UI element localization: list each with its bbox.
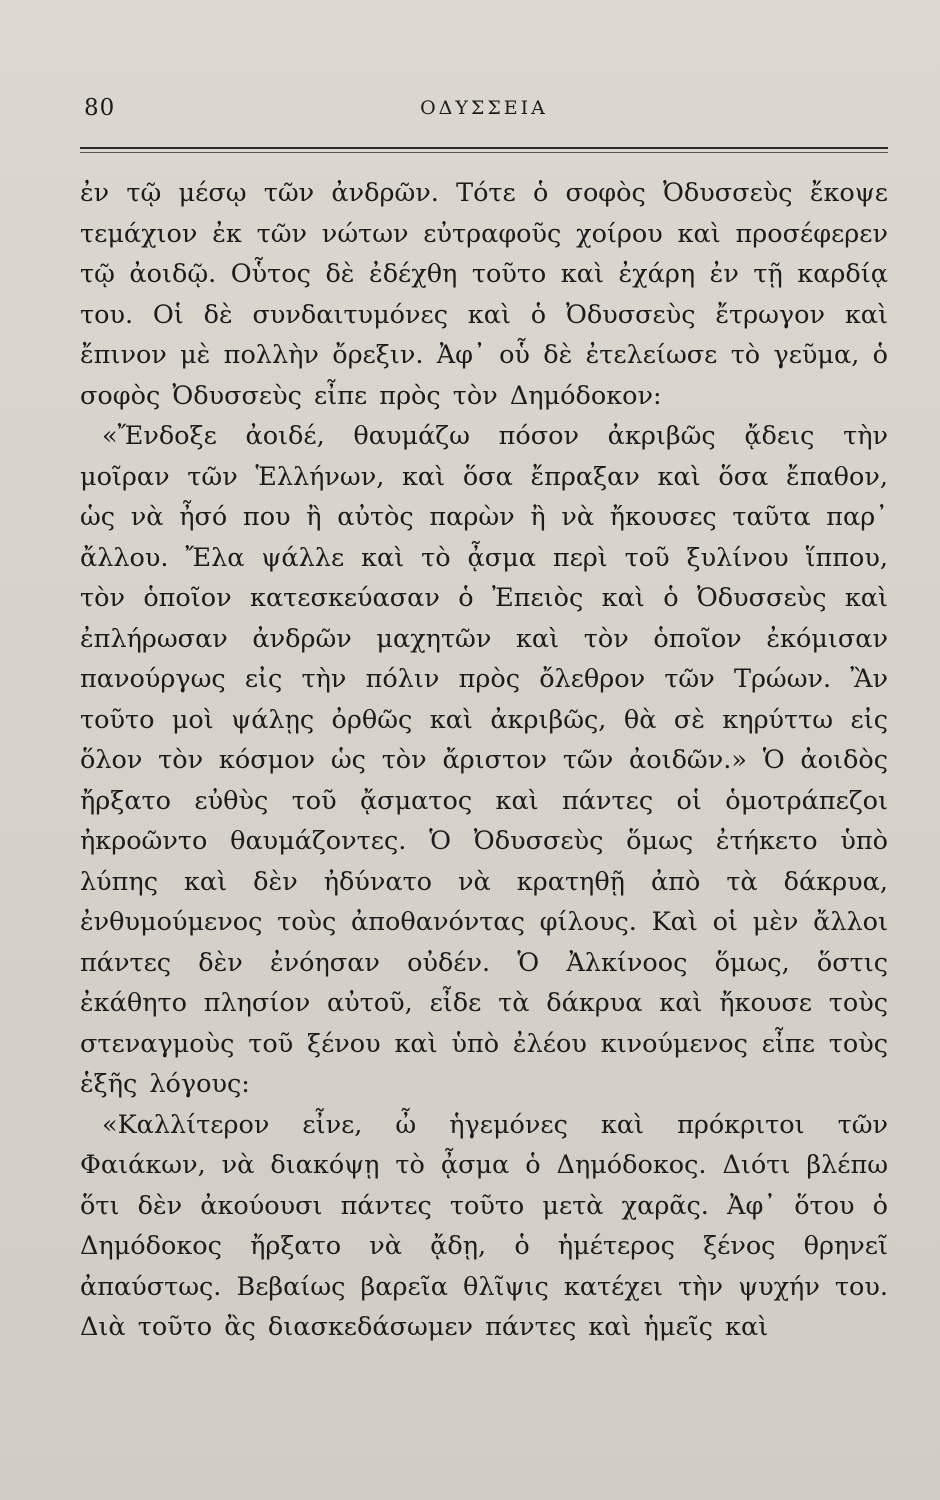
paragraph: «Καλλίτερον εἶνε, ὦ ἡγεμόνες καὶ πρόκριτοι τῶν Φαιάκων, νὰ διακόψῃ τὸ ᾆσμα ὁ Δημόδοκος. Διότι βλέπω ὅτι δὲν ἀκούουσι πάντες τοῦτο μετὰ χαρᾶς. Ἀφ᾽ ὅτου ὁ Δημόδοκος ἤρξατο νὰ ᾄδῃ, ὁ ἡμέτερος ξένος θρηνεῖ ἀπαύστως. Βεβαίως βαρεῖα θλῖψις κατέχει τὴν ψυχήν του. Διὰ τοῦτο ἂς διασκεδάσωμεν πάντες καὶ ἡμεῖς καὶ (80, 1109, 888, 1342)
header-rule (80, 147, 888, 149)
running-title: ΟΔΥΣΣΕΙΑ (420, 97, 548, 119)
page-number: 80 (84, 95, 116, 121)
running-head (80, 95, 888, 135)
paragraph: ἐν τῷ μέσῳ τῶν ἀνδρῶν. Τότε ὁ σοφὸς Ὀδυσσεὺς ἔκοψε τεμάχιον ἐκ τῶν νώτων εὐτραφοῦς χοίρου καὶ προσέφερεν τῷ ἀοιδῷ. Οὗτος δὲ ἐδέχθη τοῦτο καὶ ἐχάρη ἐν τῇ καρδίᾳ του. Οἱ δὲ συνδαιτυμόνες καὶ ὁ Ὀδυσσεὺς ἔτρωγον καὶ ἔπινον μὲ πολλὴν ὄρεξιν. Ἀφ᾽ οὗ δὲ ἐτελείωσε τὸ γεῦμα, ὁ σοφὸς Ὀδυσσεὺς εἶπε πρὸς τὸν Δημόδοκον: (80, 178, 888, 411)
body-text (80, 173, 888, 1348)
paragraph: «Ἔνδοξε ἀοιδέ, θαυμάζω πόσον ἀκριβῶς ᾄδεις τὴν μοῖραν τῶν Ἑλλήνων, καὶ ὅσα ἔπραξαν καὶ ὅσα ἔπαθον, ὡς νὰ ἦσό που ἢ αὐτὸς παρὼν ἢ νὰ ἤκουσες ταῦτα παρ᾽ ἄλλου. Ἔλα ψάλλε καὶ τὸ ᾆσμα περὶ τοῦ ξυλίνου ἵππου, τὸν ὁποῖον κατεσκεύασαν ὁ Ἐπειὸς καὶ ὁ Ὀδυσσεὺς καὶ ἐπλήρωσαν ἀνδρῶν μαχητῶν καὶ τὸν ὁποῖον ἐκόμισαν πανούργως εἰς τὴν πόλιν πρὸς ὄλεθρον τῶν Τρώων. Ἂν τοῦτο μοὶ ψάλῃς ὀρθῶς καὶ ἀκριβῶς, θὰ σὲ κηρύττω εἰς ὅλον τὸν κόσμον ὡς τὸν ἄριστον τῶν ἀοιδῶν.» Ὁ ἀοιδὸς ἤρξατο εὐθὺς τοῦ ᾄσματος καὶ πάντες οἱ ὁμοτράπεζοι ἠκροῶντο θαυμάζοντες. Ὁ Ὀδυσσεὺς ὅμως ἐτήκετο ὑπὸ λύπης καὶ δὲν ἠδύνατο νὰ κρατηθῇ ἀπὸ τὰ δάκρυα, ἐνθυμούμενος τοὺς ἀποθανόντας φίλους. Καὶ οἱ μὲν ἄλλοι πάντες δὲν ἐνόησαν οὐδέν. Ὁ Ἀλκίνοος ὅμως, ὅστις ἐκάθητο πλησίον αὐτοῦ, εἶδε τὰ δάκρυα καὶ ἤκουσε τοὺς στεναγμοὺς τοῦ ξένου καὶ ὑπὸ ἐλέου κινούμενος εἶπε τοὺς ἑξῆς λόγους: (80, 421, 888, 1099)
